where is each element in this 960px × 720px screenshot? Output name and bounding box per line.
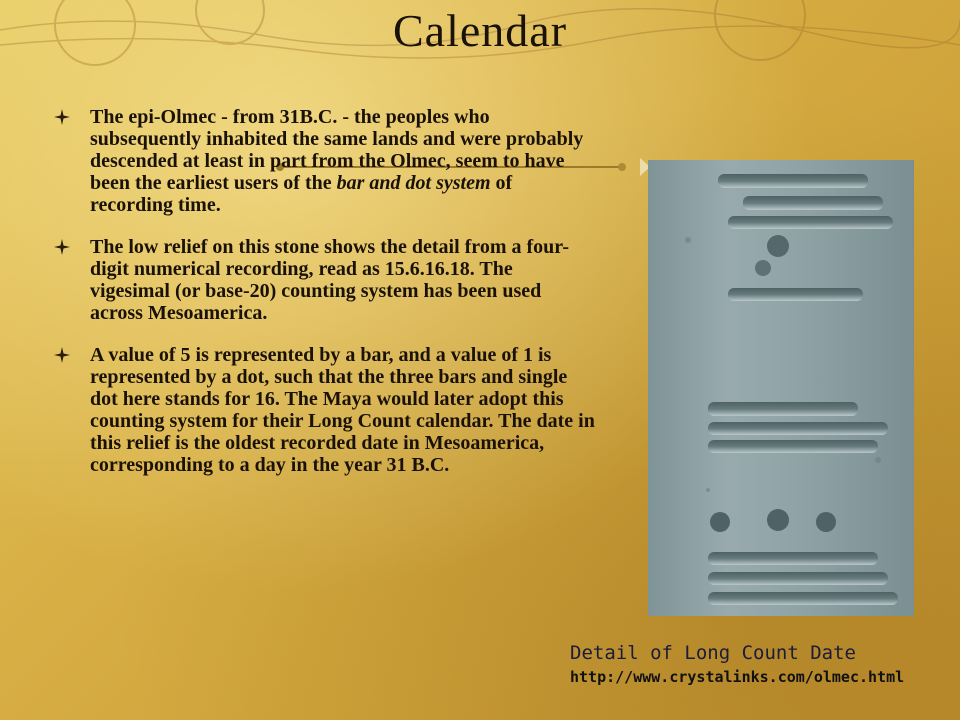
bullet-item: [50, 106, 595, 216]
stone-relief-carving: [648, 160, 914, 616]
four-point-star-icon: [54, 239, 70, 255]
image-caption: Detail of Long Count Date: [570, 642, 856, 664]
four-point-star-icon: [54, 109, 70, 125]
bullet-item: [50, 344, 595, 476]
bullet-text: The low relief on this stone shows the detail from a four-digit numerical recording, read as 15.6.16.18. The vigesimal (or base-20) counting system has been used across Mesoamerica.: [90, 236, 570, 324]
bullet-emphasis: bar and dot system: [336, 172, 491, 194]
slide-title: Calendar: [392, 5, 568, 56]
stone-relief-image: [648, 160, 914, 616]
bullet-list: [50, 106, 595, 496]
four-point-star-icon: [54, 347, 70, 363]
bullet-text-after: of recording time.: [90, 172, 513, 216]
image-source-link[interactable]: http://www.crystalinks.com/olmec.html: [570, 668, 905, 686]
bullet-text-before: The epi-Olmec - from 31B.C. - the peoples who subsequently inhabited the same lands and were probably descended at least in part from the Olmec, seem to have been the earliest users of the: [90, 106, 584, 194]
bullet-text: A value of 5 is represented by a bar, and a value of 1 is represented by a dot, such that the three bars and single dot here stands for 16. The Maya would later adopt this counting system for their Long Count calendar. The date in this relief is the oldest recorded date in Mesoamerica, corresponding to a day in the year 31 B.C.: [90, 344, 595, 476]
bullet-item: [50, 236, 595, 324]
